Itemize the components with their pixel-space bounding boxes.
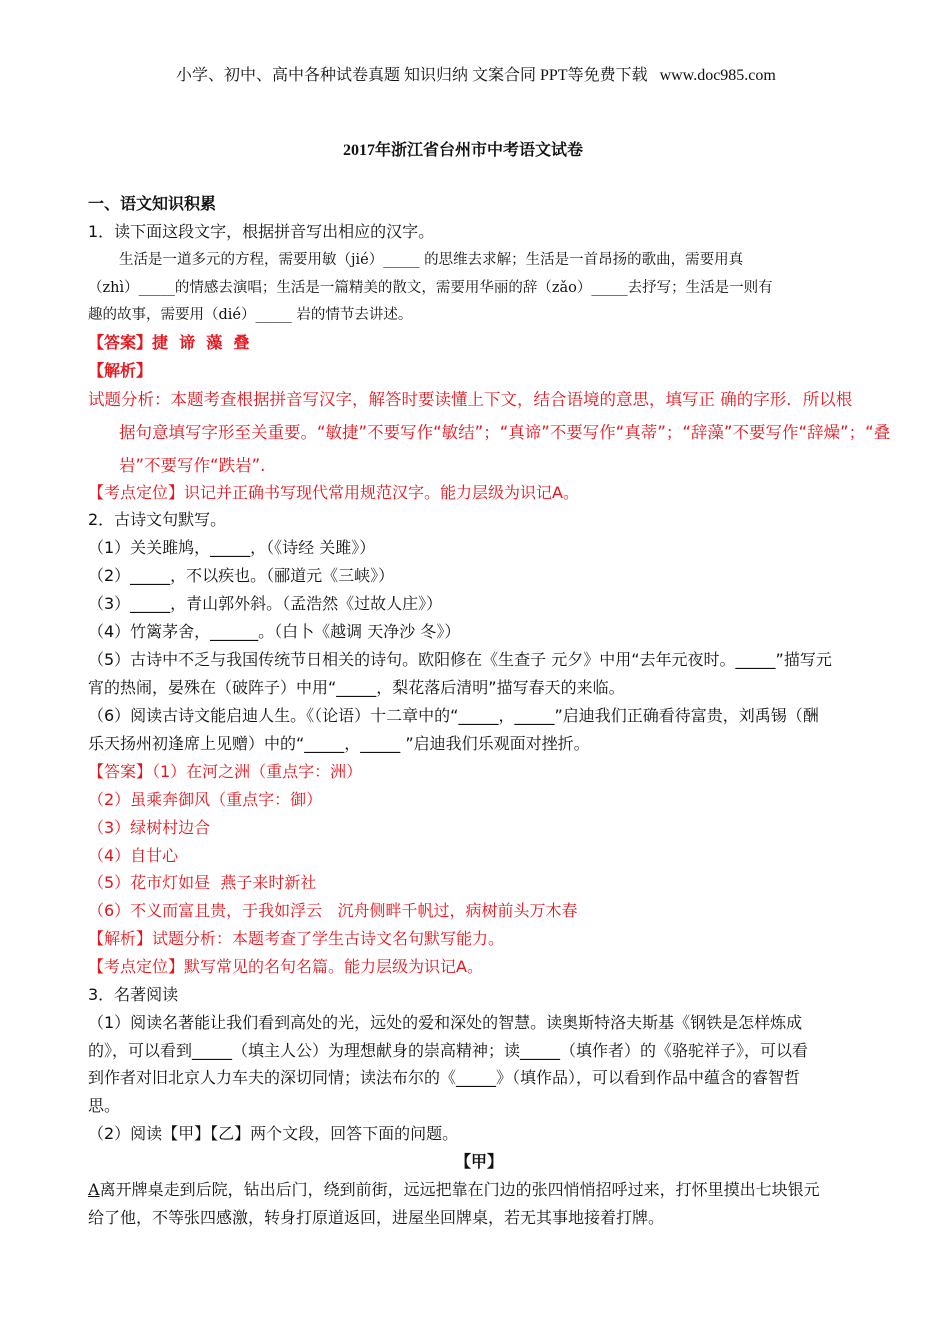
q2-item5-line: 宵的热闹，晏殊在（破阵子）中用“_____，梨花落后清明”描写春天的来临。 [88,678,625,697]
q3-p1-line: 的》，可以看到_____（填主人公）为理想献身的崇高精神；读_____（填作者）的《骆驼祥子》，可以看 [88,1041,809,1060]
q1-analysis-line: 据句意填写字形至关重要。“敏捷”不要写作“敏结”；“真谛”不要写作“真蒂”；“辞藻”不要写作“辞燥”；“叠 [119,423,891,442]
q2-item5-line: （5）古诗中不乏与我国传统节日相关的诗句。欧阳修在《生查子 元夕》中用“去年元夜时。_____”描写元 [88,650,832,669]
page-header: 小学、初中、高中各种试卷真题 知识归纳 文案合同 PPT等免费下载 www.doc985.com [176,67,776,84]
q1-passage-line: 趣的故事，需要用（dié）_____ 岩的情节去讲述。 [88,307,413,323]
q2-item6-line: 乐天扬州初逢席上见赠）中的“_____，_____ ”启迪我们乐观面对挫折。 [88,734,590,753]
q2-answer: 【答案】（1）在河之洲（重点字：洲） [88,762,363,781]
page-title: 2017年浙江省台州市中考语文试卷 [343,142,584,159]
q2-answer: （6）不义而富且贵，于我如浮云 沉舟侧畔千帆过，病树前头万木春 [88,901,578,920]
q2-stem: 2．古诗文句默写。 [88,510,227,529]
q3-stem: 3．名著阅读 [88,985,179,1004]
q3-p1-line: （1）阅读名著能让我们看到高处的光，远处的爱和深处的智慧。读奥斯特洛夫斯基《钢铁是怎样炼成 [88,1013,803,1032]
q2-item: （4）竹篱茅舍，______。（白卜《越调 天净沙 冬》） [88,622,461,641]
q1-answer: 【答案】捷 谛 藻 叠 [88,333,250,352]
q2-keypoint: 【考点定位】默写常见的名句名篇。能力层级为识记A。 [88,957,483,976]
q1-analysis-line: 试题分析：本题考查根据拼音写汉字，解答时要读懂上下文，结合语境的意思，填写正 确的字形．所以根 [88,390,853,409]
jia-blank-label: A [88,1180,100,1199]
q2-analysis: 【解析】试题分析：本题考查了学生古诗文名句默写能力。 [88,929,505,948]
q1-stem: 1．读下面这段文字，根据拼音写出相应的汉字。 [88,222,435,241]
q1-analysis-label: 【解析】 [88,361,153,380]
jia-line [88,1180,820,1200]
q2-answer: （4）自甘心 [88,846,179,865]
q2-answer: （5）花市灯如昼 燕子来时新社 [88,873,317,892]
q2-answer: （3）绿树村边合 [88,818,211,837]
q2-item: （2）_____，不以疾也。（郦道元《三峡》） [88,566,395,585]
section-heading: 一、语文知识积累 [88,194,217,213]
q3-p1-line: 到作者对旧北京人力车夫的深切同情；读法布尔的《_____》（填作品），可以看到作品中蕴含的睿智哲 [88,1068,801,1087]
q2-item: （3）_____，青山郭外斜。（孟浩然《过故人庄》） [88,594,443,613]
q1-passage-line: 生活是一道多元的方程，需要用敏（jié）_____ 的思维去求解；生活是一首昂扬的歌曲，需要用真 [119,252,744,268]
q1-keypoint: 【考点定位】识记并正确书写现代常用规范汉字。能力层级为识记A。 [88,483,579,502]
q1-analysis-line: 岩”不要写作“跌岩”. [119,456,266,475]
jia-line: 给了他，不等张四感激，转身打原道返回，进屋坐回牌桌，若无其事地接着打牌。 [88,1208,665,1227]
jia-text: 离开牌桌走到后院，钻出后门，绕到前街，远远把靠在门边的张四悄悄招呼过来，打怀里摸出七块银元 [99,1180,820,1199]
q1-passage-line: （zhì）_____的情感去演唱；生活是一篇精美的散文，需要用华丽的辞（zǎo）_____去抒写；生活是一则有 [88,280,773,296]
q2-item6-line: （6）阅读古诗文能启迪人生。《（论语）十二章中的“_____，_____”启迪我们正确看待富贵，刘禹锡（酬 [88,706,819,725]
q3-p1-line: 思。 [88,1096,121,1115]
q2-item: （1）关关雎鸠，_____，（《诗经 关雎》） [88,538,376,557]
q3-p2: （2）阅读【甲】【乙】两个文段，回答下面的问题。 [88,1124,459,1143]
jia-heading: 【甲】 [455,1152,504,1171]
q2-answer: （2）虽乘奔御风（重点字：御） [88,790,323,809]
